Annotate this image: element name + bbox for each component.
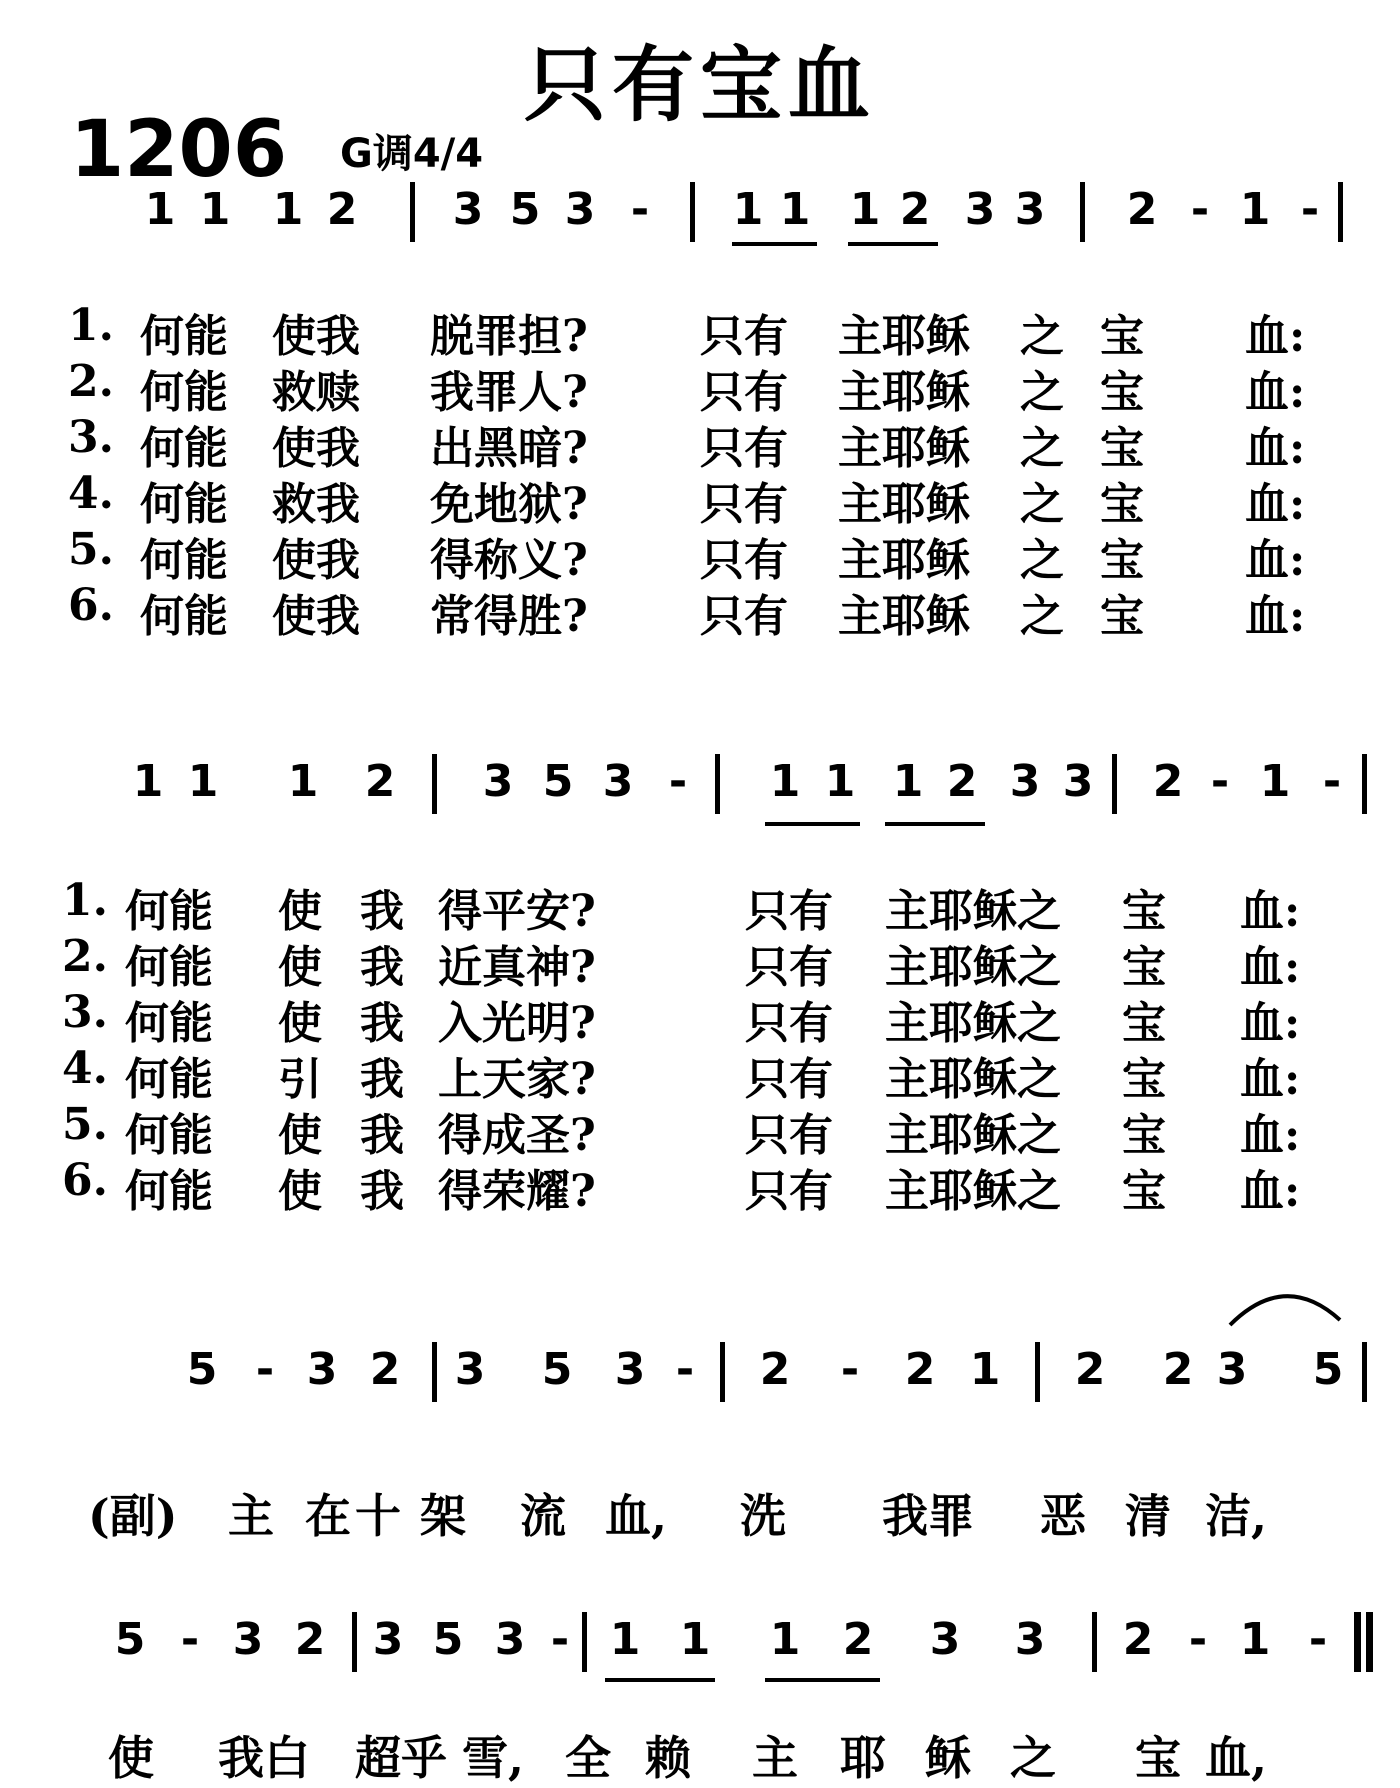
bar-line [1080, 182, 1085, 242]
lyric-row [0, 875, 1400, 937]
lyric: 出黑暗? [430, 423, 588, 474]
lyric: 只有 [745, 998, 833, 1049]
note: 2 [1162, 1344, 1194, 1395]
lyric: 之 [1020, 311, 1064, 362]
hymn-number: 1206 [70, 105, 288, 195]
lyric: 架 [420, 1489, 466, 1543]
note: 3 [494, 1614, 526, 1665]
key-signature: G调4/4 [340, 131, 484, 177]
lyric: 只有 [745, 886, 833, 937]
note: 5 [542, 756, 574, 807]
note: 1 [892, 756, 924, 807]
note: 2 [904, 1344, 936, 1395]
bar-line [1338, 182, 1343, 242]
note: 3 [564, 184, 596, 235]
verse-block-1 [0, 300, 1400, 640]
notation-line-4 [0, 1610, 1400, 1680]
lyric: 洗 [740, 1489, 786, 1543]
bar-line [410, 182, 415, 242]
verse-number: 2. [62, 931, 108, 982]
note: 3 [1009, 756, 1041, 807]
note: 2 [842, 1614, 874, 1665]
note: 1 [132, 756, 164, 807]
chorus-label: (副) [88, 1489, 178, 1543]
note: - [1322, 756, 1342, 807]
lyric: 近真神? [438, 942, 596, 993]
lyric: 何能 [125, 1110, 213, 1161]
lyric: 之 [1020, 591, 1064, 642]
note: 1 [199, 184, 231, 235]
verse-number: 6. [62, 1155, 108, 1206]
lyric: 主耶稣之 [885, 942, 1061, 993]
underline-beam [605, 1678, 715, 1682]
lyric: 上天家? [438, 1054, 596, 1105]
lyric: 免地狱? [430, 479, 588, 530]
lyric: 引 [278, 1054, 322, 1105]
lyric: 之 [1020, 423, 1064, 474]
note: 1 [287, 756, 319, 807]
lyric: 血: [1245, 535, 1306, 586]
note: 1 [969, 1344, 1001, 1395]
note: - [1300, 184, 1320, 235]
note: 5 [114, 1614, 146, 1665]
note: 5 [1312, 1344, 1344, 1395]
verse-number: 3. [62, 987, 108, 1038]
lyric-row [0, 1099, 1400, 1161]
note: 1 [849, 184, 881, 235]
note: - [1308, 1614, 1328, 1665]
lyric: 宝 [1100, 535, 1144, 586]
note: - [1188, 1614, 1208, 1665]
bar-line [1362, 754, 1367, 814]
note: 1 [1259, 756, 1291, 807]
lyric: 救赎 [272, 367, 360, 418]
lyric: 主耶稣之 [885, 998, 1061, 1049]
lyric: 入光明? [438, 998, 596, 1049]
lyric: 流 [520, 1489, 566, 1543]
note: - [180, 1614, 200, 1665]
lyric: 主耶稣 [838, 367, 970, 418]
lyric: 何能 [125, 998, 213, 1049]
lyric: 只有 [700, 479, 788, 530]
note: 3 [1014, 184, 1046, 235]
lyric: 全 [565, 1731, 611, 1785]
note: 2 [294, 1614, 326, 1665]
note: - [675, 1344, 695, 1395]
lyric: 只有 [700, 535, 788, 586]
note: 1 [144, 184, 176, 235]
note: 2 [326, 184, 358, 235]
lyric: 血: [1245, 367, 1306, 418]
lyric: 宝 [1122, 998, 1166, 1049]
lyric: 主耶稣 [838, 535, 970, 586]
lyric: 血, [605, 1489, 668, 1543]
lyric: 何能 [140, 311, 228, 362]
lyric: 宝 [1122, 1054, 1166, 1105]
lyric-row [0, 987, 1400, 1049]
lyric: 恶 [1040, 1489, 1086, 1543]
note: 2 [899, 184, 931, 235]
note: 2 [1074, 1344, 1106, 1395]
lyric: 宝 [1135, 1731, 1181, 1785]
note: 2 [364, 756, 396, 807]
verse-block-2 [0, 875, 1400, 1215]
lyric: 之 [1020, 367, 1064, 418]
lyric: 我 [360, 1054, 404, 1105]
chorus-lyric-1 [0, 1480, 1400, 1543]
note: 5 [541, 1344, 573, 1395]
lyric: 使 [278, 1166, 322, 1217]
lyric: 何能 [140, 423, 228, 474]
lyric: 得荣耀? [438, 1166, 596, 1217]
lyric: 只有 [745, 942, 833, 993]
note: 2 [1126, 184, 1158, 235]
lyric: 主 [228, 1489, 274, 1543]
note: 3 [614, 1344, 646, 1395]
lyric: 主耶稣之 [885, 886, 1061, 937]
note: 3 [964, 184, 996, 235]
lyric-row [0, 524, 1400, 586]
chorus-lyric-2 [0, 1722, 1400, 1785]
lyric: 得称义? [430, 535, 588, 586]
lyric: 血: [1245, 311, 1306, 362]
lyric: 血: [1240, 942, 1301, 993]
lyric-row [0, 580, 1400, 642]
lyric: 脱罪担? [430, 311, 588, 362]
note: - [1210, 756, 1230, 807]
lyric: 使 [278, 886, 322, 937]
notation-line-1 [0, 180, 1400, 250]
lyric: 宝 [1100, 479, 1144, 530]
lyric: 我 [360, 998, 404, 1049]
lyric: 宝 [1122, 1110, 1166, 1161]
lyric: 只有 [745, 1054, 833, 1105]
lyric: 何能 [125, 942, 213, 993]
lyric: 主耶稣 [838, 311, 970, 362]
lyric: 雪, [462, 1731, 525, 1785]
lyric: 我 [360, 886, 404, 937]
lyric: 我 [360, 1166, 404, 1217]
lyric-row [0, 468, 1400, 530]
verse-number: 2. [68, 356, 114, 407]
note: 2 [759, 1344, 791, 1395]
lyric: 血: [1245, 591, 1306, 642]
verse-number: 4. [62, 1043, 108, 1094]
notation-line-2 [0, 752, 1400, 822]
lyric: 只有 [700, 311, 788, 362]
lyric: 血: [1245, 423, 1306, 474]
lyric: 何能 [125, 886, 213, 937]
slur-mark [1225, 1280, 1345, 1330]
verse-number: 5. [62, 1099, 108, 1150]
note: - [1190, 184, 1210, 235]
note: 2 [1122, 1614, 1154, 1665]
lyric: 何能 [140, 367, 228, 418]
note: 1 [769, 756, 801, 807]
lyric: 只有 [745, 1110, 833, 1161]
bar-line [432, 754, 437, 814]
lyric: 洁, [1205, 1489, 1268, 1543]
note: - [630, 184, 650, 235]
lyric: 何能 [140, 591, 228, 642]
lyric: 宝 [1100, 423, 1144, 474]
lyric: 只有 [700, 591, 788, 642]
verse-number: 4. [68, 468, 114, 519]
note: 1 [679, 1614, 711, 1665]
note: 1 [732, 184, 764, 235]
bar-line [1366, 1612, 1373, 1672]
lyric: 得成圣? [438, 1110, 596, 1161]
note: - [550, 1614, 570, 1665]
note: 1 [1239, 1614, 1271, 1665]
lyric: 超乎 [355, 1731, 447, 1785]
lyric: 使我 [272, 535, 360, 586]
lyric: 何能 [140, 479, 228, 530]
lyric: 我罪人? [430, 367, 588, 418]
lyric: 宝 [1100, 311, 1144, 362]
note: 3 [232, 1614, 264, 1665]
lyric: 使 [278, 1110, 322, 1161]
note: 3 [602, 756, 634, 807]
lyric: 血: [1245, 479, 1306, 530]
lyric: 宝 [1122, 886, 1166, 937]
notation-line-3 [0, 1340, 1400, 1410]
lyric: 主耶稣 [838, 423, 970, 474]
lyric: 得平安? [438, 886, 596, 937]
bar-line [690, 182, 695, 242]
note: 3 [1014, 1614, 1046, 1665]
note: 1 [609, 1614, 641, 1665]
lyric: 只有 [700, 423, 788, 474]
note: 1 [272, 184, 304, 235]
lyric: 何能 [125, 1054, 213, 1105]
note: 3 [482, 756, 514, 807]
bar-line [1092, 1612, 1097, 1672]
lyric: 主耶稣 [838, 591, 970, 642]
lyric: 耶 [840, 1731, 886, 1785]
lyric: 何能 [125, 1166, 213, 1217]
bar-line [715, 754, 720, 814]
note: - [840, 1344, 860, 1395]
lyric: 十 [355, 1489, 401, 1543]
underline-beam [765, 1678, 880, 1682]
note: - [255, 1344, 275, 1395]
note: 1 [1239, 184, 1271, 235]
note: 1 [824, 756, 856, 807]
lyric: 清 [1125, 1489, 1171, 1543]
note: 5 [509, 184, 541, 235]
lyric: 只有 [745, 1166, 833, 1217]
underline-beam [732, 242, 817, 246]
note: 3 [1062, 756, 1094, 807]
lyric: 只有 [700, 367, 788, 418]
bar-line [1035, 1342, 1040, 1402]
lyric: 宝 [1122, 1166, 1166, 1217]
underline-beam [765, 822, 860, 826]
bar-line [1112, 754, 1117, 814]
verse-number: 1. [68, 300, 114, 351]
note: 1 [769, 1614, 801, 1665]
bar-line [432, 1342, 437, 1402]
lyric: 宝 [1100, 591, 1144, 642]
lyric: 之 [1020, 535, 1064, 586]
lyric: 之 [1020, 479, 1064, 530]
lyric-row [0, 300, 1400, 362]
underline-beam [885, 822, 985, 826]
note: 2 [1152, 756, 1184, 807]
lyric: 我 [360, 1110, 404, 1161]
note: 3 [929, 1614, 961, 1665]
lyric: 主耶稣之 [885, 1054, 1061, 1105]
lyric: 血: [1240, 1166, 1301, 1217]
lyric: 主耶稣 [838, 479, 970, 530]
note: 3 [306, 1344, 338, 1395]
lyric: 宝 [1122, 942, 1166, 993]
lyric: 使我 [272, 311, 360, 362]
lyric-row [0, 931, 1400, 993]
note: 2 [369, 1344, 401, 1395]
bar-line [582, 1612, 587, 1672]
lyric: 我 [360, 942, 404, 993]
lyric: 何能 [140, 535, 228, 586]
lyric: 主耶稣之 [885, 1166, 1061, 1217]
lyric: 主耶稣之 [885, 1110, 1061, 1161]
hymn-title: 只有宝血 [523, 38, 876, 133]
lyric: 在 [305, 1489, 351, 1543]
verse-number: 3. [68, 412, 114, 463]
lyric: 血: [1240, 886, 1301, 937]
lyric: 我罪 [882, 1489, 974, 1543]
lyric: 使我 [272, 591, 360, 642]
bar-line [1362, 1342, 1367, 1402]
note: 5 [186, 1344, 218, 1395]
lyric-row [0, 1043, 1400, 1105]
lyric: 使我 [272, 423, 360, 474]
lyric: 使 [278, 942, 322, 993]
lyric-row [0, 412, 1400, 474]
lyric-row [0, 1155, 1400, 1217]
verse-number: 5. [68, 524, 114, 575]
lyric: 主 [752, 1731, 798, 1785]
lyric: 血: [1240, 1054, 1301, 1105]
lyric: 救我 [272, 479, 360, 530]
note: 5 [432, 1614, 464, 1665]
note: 1 [779, 184, 811, 235]
lyric: 使 [108, 1731, 154, 1785]
lyric: 使 [278, 998, 322, 1049]
note: 2 [946, 756, 978, 807]
note: - [668, 756, 688, 807]
note: 1 [187, 756, 219, 807]
lyric: 赖 [645, 1731, 691, 1785]
lyric: 之 [1010, 1731, 1056, 1785]
lyric: 血: [1240, 1110, 1301, 1161]
underline-beam [848, 242, 938, 246]
note: 3 [452, 184, 484, 235]
lyric: 血, [1205, 1731, 1268, 1785]
lyric-row [0, 356, 1400, 418]
verse-number: 1. [62, 875, 108, 926]
note: 3 [372, 1614, 404, 1665]
lyric: 血: [1240, 998, 1301, 1049]
lyric: 稣 [925, 1731, 971, 1785]
bar-line [352, 1612, 357, 1672]
note: 3 [454, 1344, 486, 1395]
lyric: 我白 [218, 1731, 310, 1785]
bar-line [720, 1342, 725, 1402]
lyric: 常得胜? [430, 591, 588, 642]
bar-line [1354, 1612, 1361, 1672]
lyric: 宝 [1100, 367, 1144, 418]
note: 3 [1216, 1344, 1248, 1395]
verse-number: 6. [68, 580, 114, 631]
